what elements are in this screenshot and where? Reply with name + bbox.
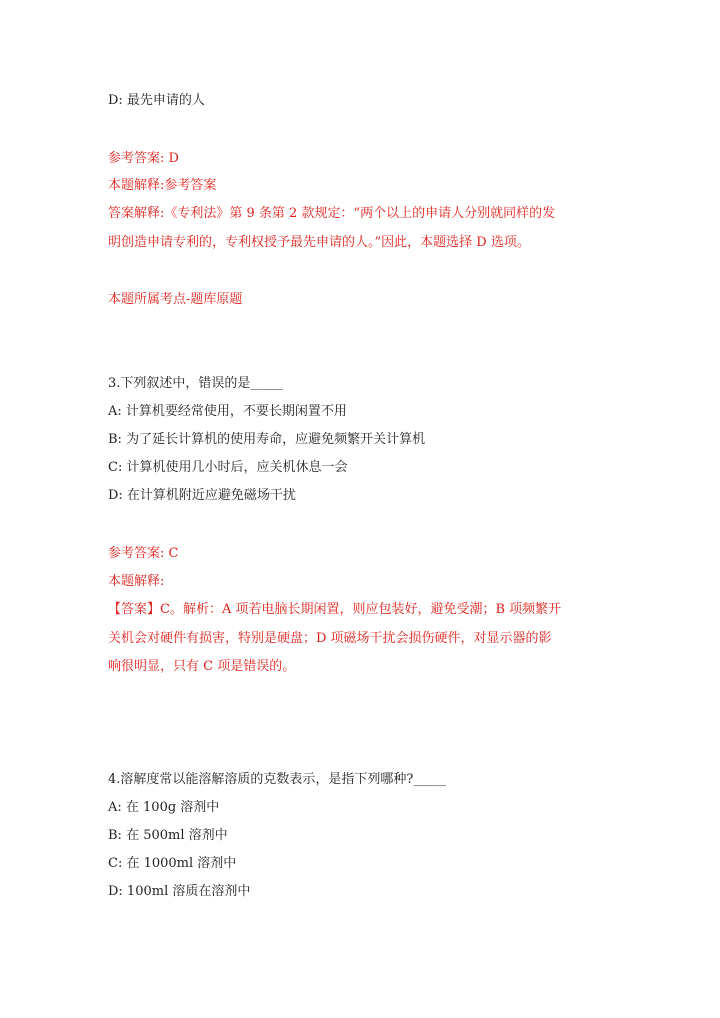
q3-option-c: C: 计算机使用几小时后，应关机休息一会: [108, 460, 348, 475]
q2-option-d: D: 最先申请的人: [108, 93, 205, 108]
q2-topic: 本题所属考点-题库原题: [108, 292, 243, 307]
q3-option-a: A: 计算机要经常使用，不要长期闲置不用: [108, 404, 347, 419]
q3-explanation-line-3: 响很明显，只有 C 项是错误的。: [108, 659, 296, 674]
q3-question: 3.下列叙述中，错误的是_____: [108, 376, 283, 391]
q3-answer: 参考答案: C: [108, 546, 179, 561]
q4-option-b: B: 在 500ml 溶剂中: [108, 828, 228, 843]
q3-explanation-line-2: 关机会对硬件有损害，特别是硬盘；D 项磁场干扰会损伤硬件，对显示器的影: [108, 631, 552, 646]
q4-option-c: C: 在 1000ml 溶剂中: [108, 856, 237, 871]
q4-option-a: A: 在 100g 溶剂中: [108, 800, 220, 815]
q3-option-d: D: 在计算机附近应避免磁场干扰: [108, 488, 296, 503]
q2-explanation-line-2: 明创造申请专利的，专利权授予最先申请的人。”因此，本题选择 D 选项。: [108, 235, 530, 250]
q3-explanation-title: 本题解释:: [108, 574, 165, 589]
q2-explanation-title: 本题解释:参考答案: [108, 178, 217, 193]
q2-answer: 参考答案: D: [108, 151, 179, 166]
q2-explanation-line-1: 答案解释:《专利法》第 9 条第 2 款规定：“两个以上的申请人分别就同样的发: [108, 206, 556, 221]
q4-option-d: D: 100ml 溶质在溶剂中: [108, 884, 251, 899]
q3-explanation-line-1: 【答案】C。解析：A 项若电脑长期闲置，则应包装好，避免受潮；B 项频繁开: [108, 602, 562, 617]
q4-question: 4.溶解度常以能溶解溶质的克数表示，是指下列哪种?_____: [108, 772, 446, 787]
q3-option-b: B: 为了延长计算机的使用寿命，应避免频繁开关计算机: [108, 432, 426, 447]
